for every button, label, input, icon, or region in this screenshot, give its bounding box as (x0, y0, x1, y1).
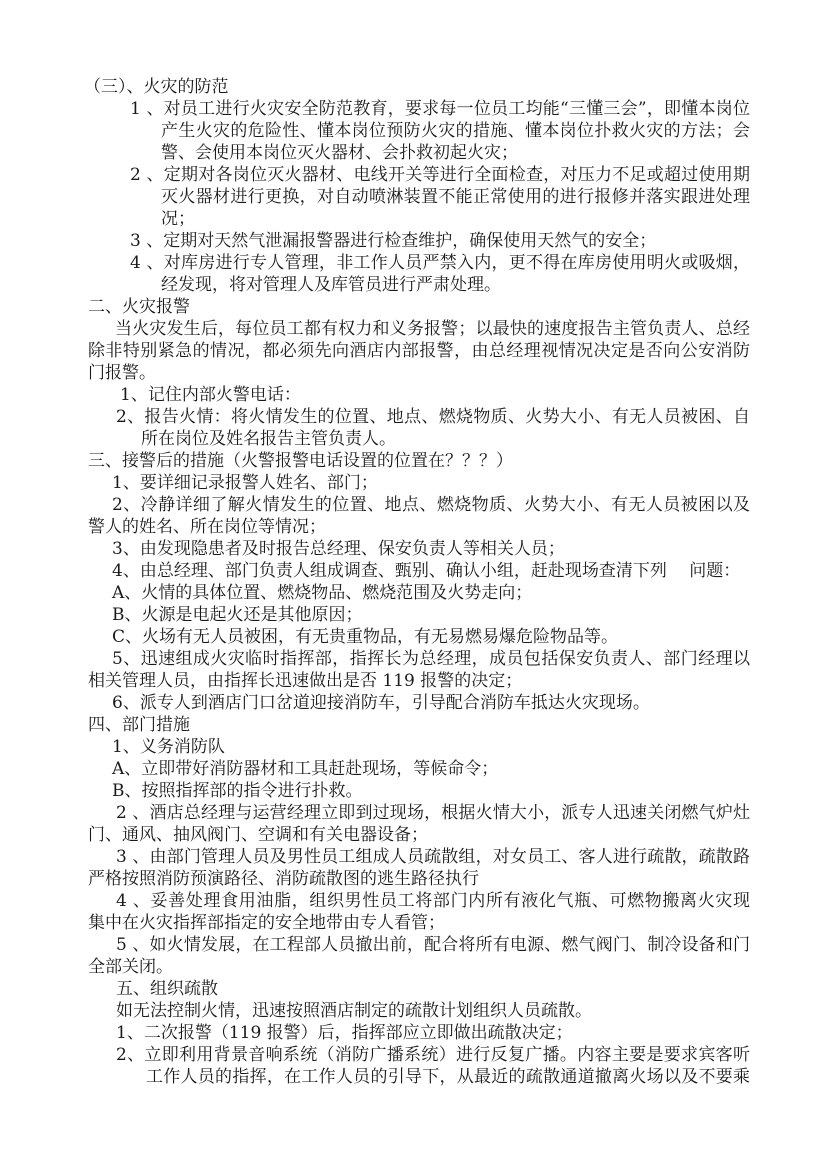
list-item-cont: 警人的姓名、所在岗位等情况； (88, 517, 326, 537)
list-item-cont: 集中在火灾指挥部指定的安全地带由专人看管； (88, 913, 445, 933)
document-page (0, 76, 830, 1088)
list-item: 3 、定期对天然气泄漏报警器进行检查维护，确保使用天然气的安全； (130, 231, 657, 251)
list-item-cont: 门、通风、抽风阀门、空调和有关电器设备； (88, 825, 428, 845)
list-item: 5 、如火情发展，在工程部人员撤出前，配合将所有电源、燃气阀门、制冷设备和门 (116, 935, 750, 955)
list-item: A、立即带好消防器材和工具赶赴现场，等候命令； (112, 759, 499, 779)
list-item: 1 、对员工进行火灾安全防范教育，要求每一位员工均能“三懂三会”，即懂本岗位 (130, 99, 750, 119)
list-item: A、火情的具体位置、燃烧物品、燃烧范围及火势走向； (112, 583, 533, 603)
list-item-cont: 工作人员的指挥，在工作人员的引导下，从最近的疏散通道撤离火场以及不要乘 (146, 1067, 750, 1087)
section-heading: （三）、火灾的防范 (84, 77, 229, 97)
list-item: 5、迅速组成火灾临时指挥部，指挥长为总经理，成员包括保安负责人、部门经理以 (112, 649, 750, 669)
list-item: 2、报告火情：将火情发生的位置、地点、燃烧物质、火势大小、有无人员被困、自 (116, 407, 750, 427)
list-item: 2 、定期对各岗位灭火器材、电线开关等进行全面检查，对压力不足或超过使用期 (130, 165, 750, 185)
list-item: 1、二次报警（119 报警）后，指挥部应立即做出疏散决定； (116, 1023, 573, 1043)
list-item: C、火场有无人员被困，有无贵重物品，有无易燃易爆危险物品等。 (112, 627, 619, 647)
section-heading: 四、部门措施 (88, 715, 190, 735)
list-item-cont: 所在岗位及姓名报告主管负责人。 (141, 429, 396, 449)
paragraph: 当火灾发生后，每位员工都有权力和义务报警；以最快的速度报告主管负责人、总经 (115, 319, 750, 339)
list-item-cont: 全部关闭。 (88, 957, 173, 977)
list-item: 2、立即利用背景音响系统（消防广播系统）进行反复广播。内容主要是要求宾客听 (116, 1045, 750, 1065)
section-heading: 五、组织疏散 (116, 979, 218, 999)
list-item-cont: 警、会使用本岗位灭火器材、会扑救初起火灾； (161, 143, 518, 163)
list-item: 1、要详细记录报警人姓名、部门； (112, 473, 378, 493)
list-item: 2 、酒店总经理与运营经理立即到过现场，根据火情大小，派专人迅速关闭燃气炉灶 (116, 803, 750, 823)
list-item: B、火源是电起火还是其他原因； (112, 605, 363, 625)
list-item: 2、冷静详细了解火情发生的位置、地点、燃烧物质、火势大小、有无人员被困以及 (112, 495, 750, 515)
list-item-cont: 经发现，将对管理人及库管员进行严肃处理。 (161, 275, 501, 295)
section-heading: 三、接警后的措施（火警报警电话设置的位置在？？？） (88, 451, 513, 471)
list-item-cont: 灭火器材进行更换，对自动喷淋装置不能正常使用的进行报修并落实跟进处理 (161, 187, 750, 207)
list-item-cont: 况； (161, 209, 195, 229)
list-item: 4 、妥善处理食用油脂，组织男性员工将部门内所有液化气瓶、可燃物搬离火灾现 (116, 891, 750, 911)
paragraph: 如无法控制火情，迅速按照酒店制定的疏散计划组织人员疏散。 (116, 1001, 592, 1021)
paragraph-cont: 除非特别紧急的情况，都必须先向酒店内部报警，由总经理视情况决定是否向公安消防 (88, 341, 750, 361)
list-item-cont: 相关管理人员，由指挥长迅速做出是否 119 报警的决定； (88, 671, 523, 691)
list-item-cont: 产生火灾的危险性、懂本岗位预防火灾的措施、懂本岗位扑救火灾的方法；会 (161, 121, 750, 141)
list-item: B、按照指挥部的指令进行扑救。 (112, 781, 363, 801)
list-item: 1、义务消防队 (112, 737, 225, 757)
list-item: 1、记住内部火警电话： (120, 385, 301, 405)
list-item-cont: 严格按照消防预演路径、消防疏散图的逃生路径执行 (88, 869, 479, 889)
list-item: 6、派专人到酒店门口岔道迎接消防车，引导配合消防车抵达火灾现场。 (112, 693, 650, 713)
list-item: 3、由发现隐患者及时报告总经理、保安负责人等相关人员； (112, 539, 565, 559)
list-item: 4、由总经理、部门负责人组成调查、甄别、确认小组，赶赴现场查清下列 问题： (112, 561, 741, 581)
list-item: 4 、对库房进行专人管理，非工作人员严禁入内，更不得在库房使用明火或吸烟， (130, 253, 750, 273)
list-item: 3 、由部门管理人员及男性员工组成人员疏散组，对女员工、客人进行疏散，疏散路 (116, 847, 750, 867)
section-heading: 二、火灾报警 (88, 297, 190, 317)
paragraph-cont: 门报警。 (88, 363, 156, 383)
